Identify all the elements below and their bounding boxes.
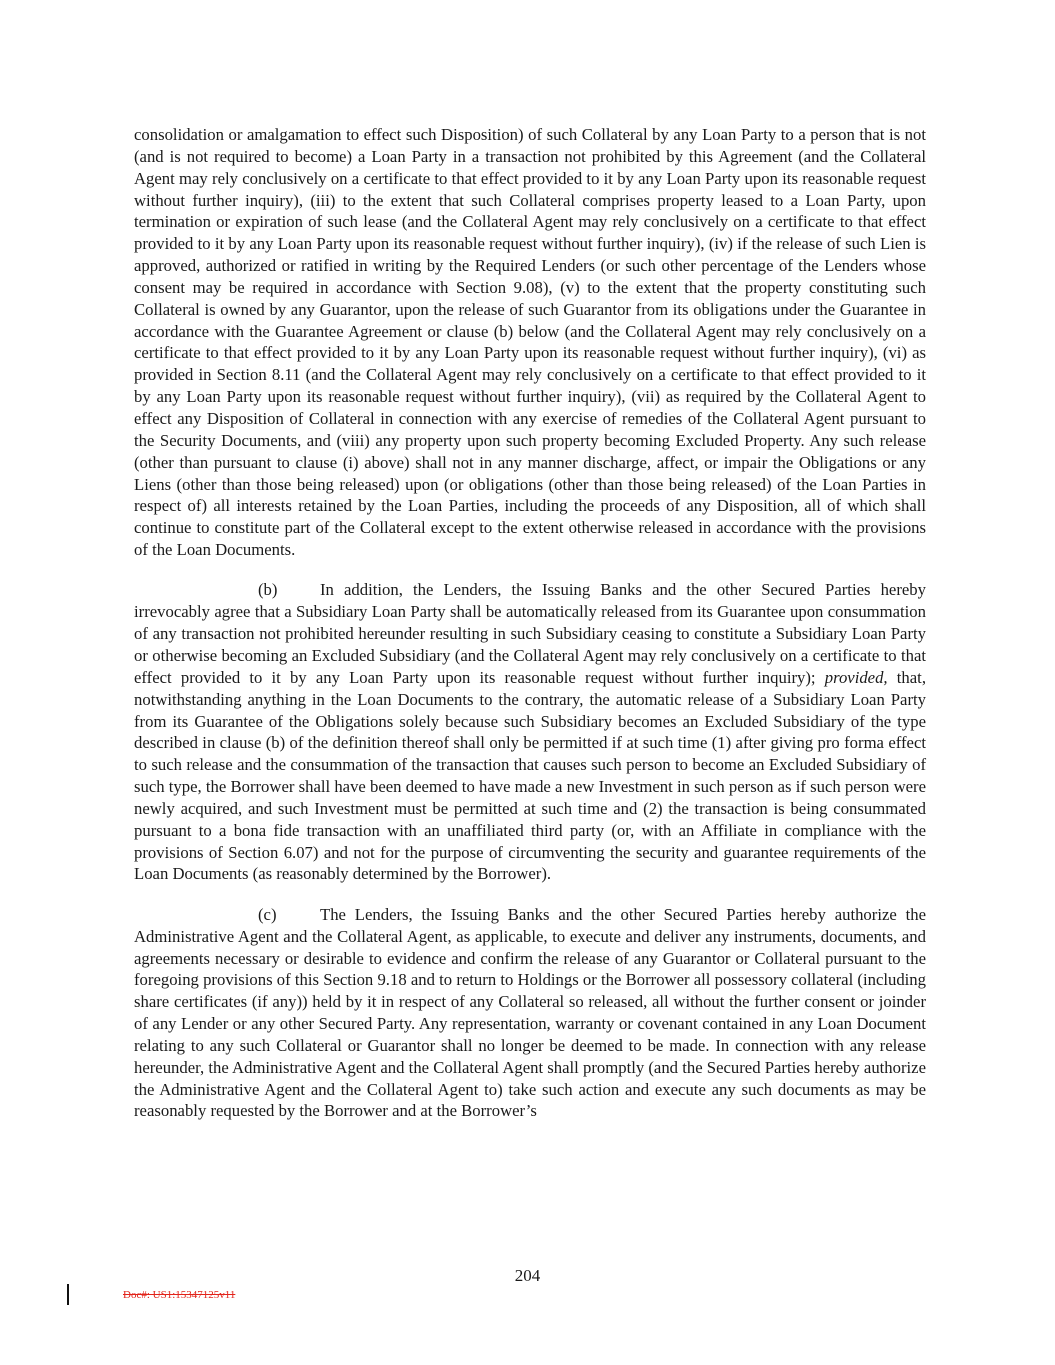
page-number: 204 bbox=[514, 1266, 541, 1285]
paragraph-a-continued: consolidation or amalgamation to effect such Disposition) of such Collateral by any Loan Party to a person that is not (and is not required to become) a Loan Party in a transaction not prohibited by this Agreement (and the Collateral Agent may rely conclusively on a certificate to that effect provided to it by any Loan Party upon its reasonable request without further inquiry), (iii) to the extent that such Collateral comprises property leased to a Loan Party, upon termination or expiration of such lease (and the Collateral Agent may rely conclusively on a certificate to that effect provided to it by any Loan Party upon its reasonable request without further inquiry), (iv) if the release of such Lien is approved, authorized or ratified in writing by the Required Lenders (or such other percentage of the Lenders whose consent may be required in accordance with Section 9.08), (v) to the extent that the property constituting such Collateral is owned by any Guarantor, upon the release of such Guarantor from its obligations under the Guarantee in accordance with the Guarantee Agreement or clause (b) below (and the Collateral Agent may rely conclusively on a certificate to that effect provided to it by any Loan Party upon its reasonable request without further inquiry), (vi) as provided in Section 8.11 (and the Collateral Agent may rely conclusively on a certificate to that effect provided to it by any Loan Party upon its reasonable request without further inquiry), (vii) as required by the Collateral Agent to effect any Disposition of Collateral in connection with any exercise of remedies of the Collateral Agent pursuant to the Security Documents, and (viii) any property upon such property becoming Excluded Property. Any such release (other than pursuant to clause (i) above) shall not in any manner discharge, affect, or impair the Obligations or any Liens (other than those being released) upon (or obligations (other than those being released) of the Loan Parties in respect of) all interests retained by the Loan Parties, including the proceeds of any Disposition, all of which shall continue to constitute part of the Collateral except to the extent otherwise released in accordance with the provisions of the Loan Documents. bbox=[134, 125, 926, 560]
paragraph-b bbox=[134, 579, 926, 885]
document-id: Doc#: US1:15347125v11 bbox=[123, 1289, 236, 1301]
revision-change-bar bbox=[67, 1284, 69, 1305]
provided-italic: provided, bbox=[824, 667, 888, 687]
document-body bbox=[134, 124, 926, 1122]
paragraph-c bbox=[134, 904, 926, 1122]
paragraph-b-text-start: In addition, the Lenders, the Issuing Banks and the other Secured Parties hereby irrevocably agree that a Subsidiary Loan Party shall be automatically released from its Guarantee upon consummation of any transaction not prohibited hereunder resulting in such Subsidiary ceasing to constitute a Subsidiary Loan Party or otherwise becoming an Excluded Subsidiary (and the Collateral Agent may rely conclusively on a certificate to that effect provided to it by any Loan Party upon its reasonable request without further inquiry); bbox=[134, 580, 926, 687]
paragraph-b-text-end: that, notwithstanding anything in the Loan Documents to the contrary, the automatic release of a Subsidiary Loan Party from its Guarantee of the Obligations solely because such Subsidiary becomes an Excluded Subsidiary of the type described in clause (b) of the definition thereof shall only be permitted if at such time (1) after giving pro forma effect to such release and the consummation of the transaction that causes such person to become an Excluded Subsidiary of such type, the Borrower shall have been deemed to have made a new Investment in such person as if such person were newly acquired, and such Investment must be permitted at such time and (2) the transaction is being consummated pursuant to a bona fide transaction with an unaffiliated third party (or, with an Affiliate in compliance with the provisions of Section 6.07) and not for the purpose of circumventing the security and guarantee requirements of the Loan Documents (as reasonably determined by the Borrower). bbox=[134, 667, 926, 884]
paragraph-b-label: (b) bbox=[258, 580, 278, 600]
paragraph-c-label: (c) bbox=[258, 904, 277, 924]
paragraph-c-text: The Lenders, the Issuing Banks and the other Secured Parties hereby authorize the Administrative Agent and the Collateral Agent, as applicable, to execute and deliver any instruments, documents, and agreements necessary or desirable to evidence and confirm the release of any Guarantor or Collateral pursuant to the foregoing provisions of this Section 9.18 and to return to Holdings or the Borrower all possessory collateral (including share certificates (if any)) held by it in respect of any Collateral so released, all without the further consent or joinder of any Lender or any other Secured Party. Any representation, warranty or covenant contained in any Loan Document relating to any such Collateral or Guarantor shall no longer be deemed to be made. In connection with any release hereunder, the Administrative Agent and the Collateral Agent shall promptly (and the Secured Parties hereby authorize the Administrative Agent and the Collateral Agent to) take such action and execute any such documents as may be reasonably requested by the Borrower and at the Borrower’s bbox=[134, 904, 926, 1121]
